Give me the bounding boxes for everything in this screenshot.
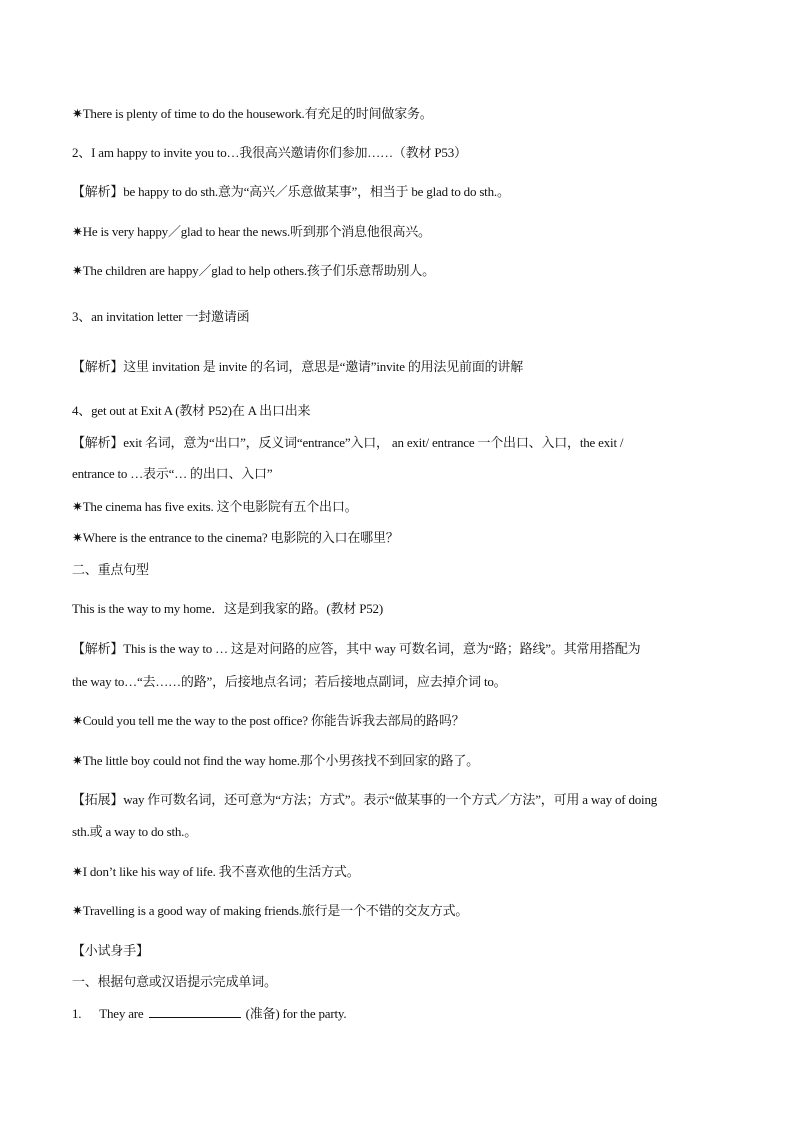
text-line: ✷Could you tell me the way to the post office? 你能告诉我去部局的路吗？ (72, 713, 465, 728)
text-line: 【拓展】way 作可数名词，还可意为“方法；方式”。表示“做某事的一个方式／方法”，可用 a way of doing (72, 792, 658, 807)
text-line: ✷The cinema has five exits. 这个电影院有五个出口。 (72, 499, 358, 514)
text-line: 【解析】这里 invitation 是 invite 的名词，意思是“邀请”invite 的用法见前面的讲解 (72, 359, 524, 374)
text-line: ✷Where is the entrance to the cinema? 电影院的入口在哪里？ (72, 530, 399, 545)
text-line: ✷I don’t like his way of life. 我不喜欢他的生活方式。 (72, 864, 360, 879)
text-line: ✷Travelling is a good way of making friends.旅行是一个不错的交友方式。 (72, 903, 469, 918)
exercise-item (72, 1005, 346, 1023)
answer-blank[interactable] (149, 1005, 241, 1018)
exercise-text-after: (准备) for the party. (245, 1006, 347, 1021)
text-line: 4、get out at Exit A (教材 P52)在 A 出口出来 (72, 403, 311, 418)
text-line: sth.或 a way to do sth.。 (72, 824, 198, 839)
text-line: 【解析】be happy to do sth.意为“高兴／乐意做某事”，相当于 be glad to do sth.。 (72, 184, 510, 199)
text-line: the way to…“去……的路”，后接地点名词；若后接地点副词，应去掉介词 to。 (72, 674, 507, 689)
text-line: ✷The children are happy／glad to help others.孩子们乐意帮助别人。 (72, 263, 435, 278)
section-heading: 二、重点句型 (72, 562, 149, 577)
exercise-number: 1. (72, 1006, 82, 1021)
text-line: ✷There is plenty of time to do the housework.有充足的时间做家务。 (72, 106, 433, 121)
text-line: 2、I am happy to invite you to…我很高兴邀请你们参加……（教材 P53） (72, 145, 467, 160)
text-line: ✷He is very happy／glad to hear the news.听到那个消息他很高兴。 (72, 224, 431, 239)
text-line: 【解析】exit 名词，意为“出口”，反义词“entrance”入口， an exit/ entrance 一个出口、入口，the exit / (72, 435, 624, 450)
exercise-text-before: They are (99, 1006, 144, 1021)
text-line: 3、an invitation letter 一封邀请函 (72, 309, 250, 324)
text-line: 【解析】This is the way to … 这是对问路的应答，其中 way 可数名词，意为“路；路线”。其常用搭配为 (72, 641, 641, 656)
text-line: This is the way to my home．这是到我家的路。(教材 P52) (72, 601, 383, 616)
section-heading: 【小试身手】 (72, 943, 149, 958)
text-line: ✷The little boy could not find the way home.那个小男孩找不到回家的路了。 (72, 753, 479, 768)
exercise-instructions: 一、根据句意或汉语提示完成单词。 (72, 974, 277, 989)
text-line: entrance to …表示“… 的出口、入口” (72, 466, 273, 481)
